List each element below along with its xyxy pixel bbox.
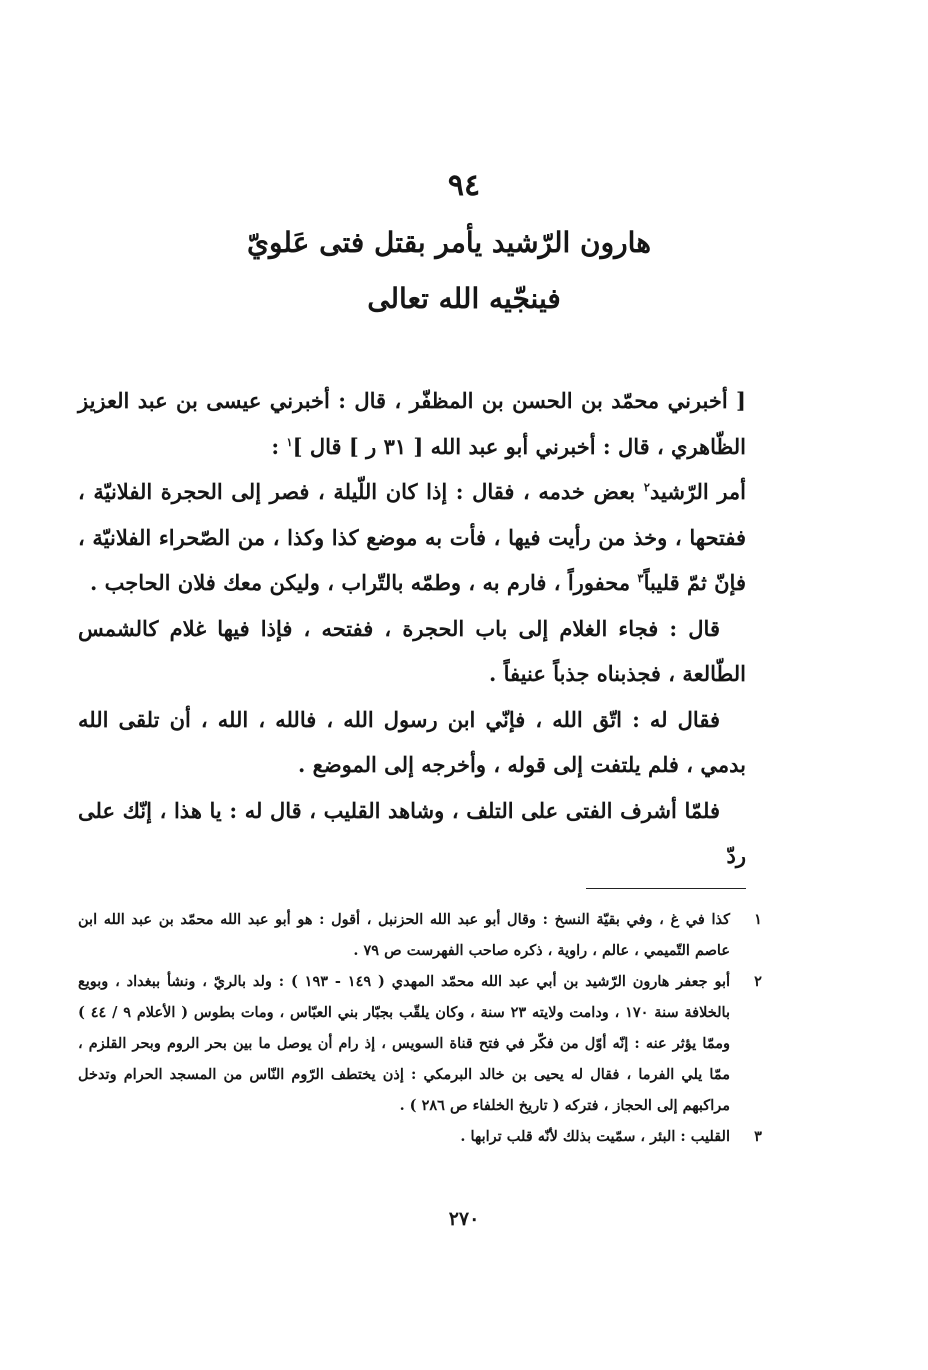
chapter-title-line-1: هارون الرّشيد يأمر بقتل فتى عَلويّ [247, 226, 651, 259]
footnote-2 [78, 966, 768, 1121]
page-number: ٢٧٠ [448, 1208, 480, 1230]
footnote-number: ٢ [754, 973, 762, 990]
paragraph-well: فلمّا أشرف الفتى على التلف ، وشاهد القليب ، قال له : يا هذا ، إنّك على ردّ [78, 797, 746, 868]
footnote-number: ٣ [754, 1128, 762, 1145]
footnote-text: القليب : البئر ، سمّيت بذلك لأنّه قلب ترابها . [460, 1128, 730, 1145]
section-number: ٩٤ [447, 168, 481, 203]
footnote-ref-1: ١ [286, 434, 293, 449]
chapter-title-line-2: فينجّيه الله تعالى [367, 282, 561, 315]
footnotes [78, 904, 768, 1152]
paragraph-order: أمر الرّشيد$^٢$ بعض خدمه ، فقال : إذا كان اللّيلة ، فصر إلى الحجرة الفلانيّة ، ففتحها ، وخذ من رأيت فيها ، فأت به موضع كذا وكذا ، من الصّحراء الفلانيّة ، فإنّ ثمّ قليباً$^٣$ محفوراً ، فارم به ، وطمّه بالتّراب ، وليكن معك فلان الحاجب . [78, 479, 746, 595]
footnote-separator [586, 888, 746, 889]
footnote-ref-2: ٢ [643, 480, 650, 494]
footnote-ref-3: ٣ [637, 571, 644, 585]
footnote-number: ١ [754, 911, 762, 928]
paragraph-isnad: [ أخبرني محمّد بن الحسن بن المظفّر ، قال : أخبرني عيسى بن عبد العزيز الظّاهري ، قال : أخبرني أبو عبد الله [ ٣١ ر ] قال ]$^١$ : [78, 388, 746, 459]
body-text [78, 378, 746, 879]
footnote-text: كذا في غ ، وفي بقيّة النسخ : وقال أبو عبد الله الحزنبل ، أقول : هو أبو عبد الله محمّد بن عبد الله ابن عاصم التّميمي ، عالم ، راوية ، ذكره صاحب الفهرست ص ٧٩ . [78, 911, 730, 959]
paragraph-plea: فقال له : اتّق الله ، فإنّي ابن رسول الله ، فالله ، الله ، أن تلقى الله بدمي ، فلم يلتفت إلى قوله ، وأخرجه إلى الموضع . [78, 706, 746, 777]
paragraph-chamber: قال : فجاء الغلام إلى باب الحجرة ، ففتحه ، فإذا فيها غلام كالشمس الطّالعة ، فجذبناه جذباً عنيفاً . [78, 615, 746, 686]
footnote-3 [78, 1121, 768, 1152]
footnote-text: أبو جعفر هارون الرّشيد بن أبي عبد الله محمّد المهدي ( ١٤٩ - ١٩٣ ) : ولد بالريّ ، ونشأ ببغداد ، وبويع بالخلافة سنة ١٧٠ ، ودامت ولايته ٢٣ سنة ، وكان يلقّب بجبّار بني العبّاس ، ومات بطوس ( الأعلام ٩ / ٤٤ ) وممّا يؤثر عنه : إنّه أوّل من فكّر في فتح قناة السويس ، إذ رام أن يوصل ما بين بحر الروم وبحر القلزم ، ممّا يلي الفرما ، فقال له يحيى بن خالد البرمكي : إذن يختطف الرّوم النّاس من المسجد الحرام وتدخل مراكبهم إلى الحجاز ، فتركه ( تاريخ الخلفاء ص ٢٨٦ ) . [78, 973, 731, 1114]
footnote-1 [78, 904, 768, 966]
